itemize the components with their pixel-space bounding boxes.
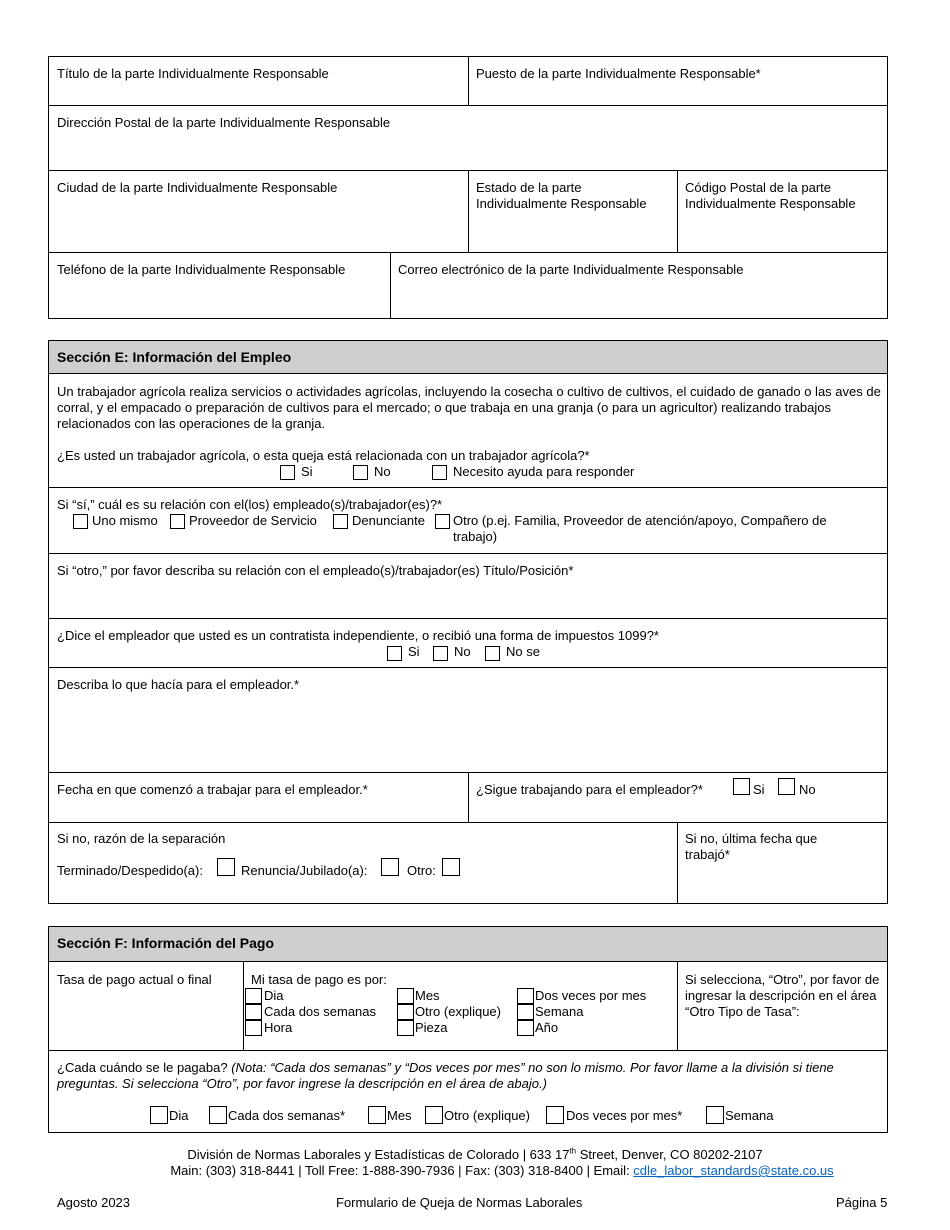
describe-work-label: Describa lo que hacía para el empleador.* — [57, 677, 300, 692]
relation-provider-label: Proveedor de Servicio — [189, 513, 317, 528]
agri-question: ¿Es usted un trabajador agrícola, o esta queja está relacionada con un trabajador agrícola?* — [57, 448, 590, 463]
section-e-header: Sección E: Información del Empleo — [49, 341, 887, 374]
contractor-no-label: No — [454, 644, 471, 659]
agri-help-checkbox[interactable] — [432, 465, 447, 480]
rate-day-label: Dia — [264, 988, 284, 1003]
last-date-label: Si no, última fecha que trabajó* — [685, 831, 818, 862]
freq-semimonthly-label: Dos veces por mes* — [566, 1108, 683, 1123]
freq-month-label: Mes — [387, 1108, 412, 1123]
contractor-yes-checkbox[interactable] — [387, 646, 402, 661]
footer-page-number: Página 5 — [836, 1195, 888, 1210]
still-working-yes-label: Si — [753, 782, 765, 797]
rate-biweekly-checkbox[interactable] — [245, 1004, 262, 1020]
freq-week-checkbox[interactable] — [706, 1106, 724, 1124]
freq-other-checkbox[interactable] — [425, 1106, 443, 1124]
contractor-yes-label: Si — [408, 644, 420, 659]
agri-no-label: No — [374, 464, 391, 479]
separation-terminated-label: Terminado/Despedido(a): — [57, 863, 203, 878]
freq-biweekly-label: Cada dos semanas* — [228, 1108, 346, 1123]
rate-year-checkbox[interactable] — [517, 1020, 534, 1036]
other-rate-note: Si selecciona, “Otro”, por favor de ingresar la descripción en el área “Otro Tipo de Tasa”: — [685, 972, 880, 1019]
rate-month-checkbox[interactable] — [397, 988, 414, 1004]
still-working-no-checkbox[interactable] — [778, 778, 795, 795]
separation-label: Si no, razón de la separación — [57, 831, 226, 846]
contractor-dontknow-label: No se — [506, 644, 540, 659]
rate-piece-checkbox[interactable] — [397, 1020, 414, 1036]
start-date-label: Fecha en que comenzó a trabajar para el empleador.* — [57, 782, 368, 797]
phone-label: Teléfono de la parte Individualmente Responsable — [57, 262, 346, 277]
state-label: Estado de la parte Individualmente Responsable — [476, 180, 647, 211]
footer-contacts: Main: (303) 318-8441 | Toll Free: 1-888-390-7936 | Fax: (303) 318-8400 | Email: cdle_labor_standards@state.co.us — [170, 1163, 834, 1178]
pay-frequency-question: ¿Cada cuándo se le pagaba? (Nota: “Cada dos semanas” y “Dos veces por mes” no son lo mismo. Por favor llame a la división si tiene preguntas. Si selecciona “Otro”, por favor ingrese la descripción en el área de abajo.) — [57, 1060, 834, 1091]
relation-self-label: Uno mismo — [92, 513, 158, 528]
rate-hour-label: Hora — [264, 1020, 293, 1035]
agri-help-label: Necesito ayuda para responder — [453, 464, 635, 479]
other-relation-describe: Si “otro,” por favor describa su relación con el empleado(s)/trabajador(es) Título/Posición* — [57, 563, 574, 578]
rate-hour-checkbox[interactable] — [245, 1020, 262, 1036]
rate-semimonthly-checkbox[interactable] — [517, 988, 534, 1004]
separation-other-checkbox[interactable] — [442, 858, 460, 876]
rate-biweekly-label: Cada dos semanas — [264, 1004, 377, 1019]
relation-other-checkbox[interactable] — [435, 514, 450, 529]
agri-yes-label: Si — [301, 464, 313, 479]
rate-year-label: Año — [535, 1020, 559, 1035]
separation-terminated-checkbox[interactable] — [217, 858, 235, 876]
relation-question: Si “sí,” cuál es su relación con el(los) empleado(s)/trabajador(es)?* — [57, 497, 443, 512]
freq-semimonthly-checkbox[interactable] — [546, 1106, 564, 1124]
address-label: Dirección Postal de la parte Individualmente Responsable — [57, 115, 391, 130]
relation-provider-checkbox[interactable] — [170, 514, 185, 529]
contractor-question: ¿Dice el empleador que usted es un contratista independiente, o recibió una forma de impuestos 1099?* — [57, 628, 659, 643]
relation-other-label: Otro (p.ej. Familia, Proveedor de atención/apoyo, Compañero de trabajo) — [453, 513, 827, 544]
contractor-dontknow-checkbox[interactable] — [485, 646, 500, 661]
freq-week-label: Semana — [725, 1108, 774, 1123]
separation-resign-label: Renuncia/Jubilado(a): — [241, 863, 368, 878]
section-f-header: Sección F: Información del Pago — [49, 927, 887, 962]
footer-address: División de Normas Laborales y Estadísticas de Colorado | 633 17th Street, Denver, CO 80202-2107 — [187, 1146, 763, 1162]
freq-other-label: Otro (explique) — [444, 1108, 530, 1123]
freq-month-checkbox[interactable] — [368, 1106, 386, 1124]
footer-form-name: Formulario de Queja de Normas Laborales — [336, 1195, 583, 1210]
rate-month-label: Mes — [415, 988, 440, 1003]
position-label: Puesto de la parte Individualmente Responsable* — [476, 66, 761, 81]
freq-biweekly-checkbox[interactable] — [209, 1106, 227, 1124]
rate-label: Tasa de pago actual o final — [57, 972, 212, 987]
rate-semimonthly-label: Dos veces por mes — [535, 988, 647, 1003]
separation-resign-checkbox[interactable] — [381, 858, 399, 876]
agri-intro: Un trabajador agrícola realiza servicios o actividades agrícolas, incluyendo la cosecha o cultivo de cultivos, el cuidado de ganado o las aves de corral, y el empacado o preparación de cultivos para el mercado; o que trabaja en una granja (o para un agricultor) realizando trabajos relacionados con las operaciones de la granja. — [57, 384, 881, 431]
contractor-no-checkbox[interactable] — [433, 646, 448, 661]
freq-day-checkbox[interactable] — [150, 1106, 168, 1124]
rate-day-checkbox[interactable] — [245, 988, 262, 1004]
agri-no-checkbox[interactable] — [353, 465, 368, 480]
footer-email-link[interactable]: cdle_labor_standards@state.co.us — [633, 1163, 834, 1178]
relation-complainant-label: Denunciante — [352, 513, 425, 528]
rate-other-label: Otro (explique) — [415, 1004, 501, 1019]
title-label: Título de la parte Individualmente Responsable — [57, 66, 329, 81]
separation-other-label: Otro: — [407, 863, 436, 878]
zip-label: Código Postal de la parte Individualmente Responsable — [685, 180, 856, 211]
rate-week-label: Semana — [535, 1004, 584, 1019]
still-working-yes-checkbox[interactable] — [733, 778, 750, 795]
footer-date: Agosto 2023 — [57, 1195, 131, 1210]
rate-week-checkbox[interactable] — [517, 1004, 534, 1020]
city-label: Ciudad de la parte Individualmente Responsable — [57, 180, 338, 195]
still-working-question: ¿Sigue trabajando para el empleador?* — [476, 782, 703, 797]
agri-yes-checkbox[interactable] — [280, 465, 295, 480]
rate-other-checkbox[interactable] — [397, 1004, 414, 1020]
freq-day-label: Dia — [169, 1108, 189, 1123]
rate-by-label: Mi tasa de pago es por: — [251, 972, 387, 987]
email-label: Correo electrónico de la parte Individualmente Responsable — [398, 262, 744, 277]
relation-self-checkbox[interactable] — [73, 514, 88, 529]
still-working-no-label: No — [799, 782, 816, 797]
rate-piece-label: Pieza — [415, 1020, 448, 1035]
relation-complainant-checkbox[interactable] — [333, 514, 348, 529]
